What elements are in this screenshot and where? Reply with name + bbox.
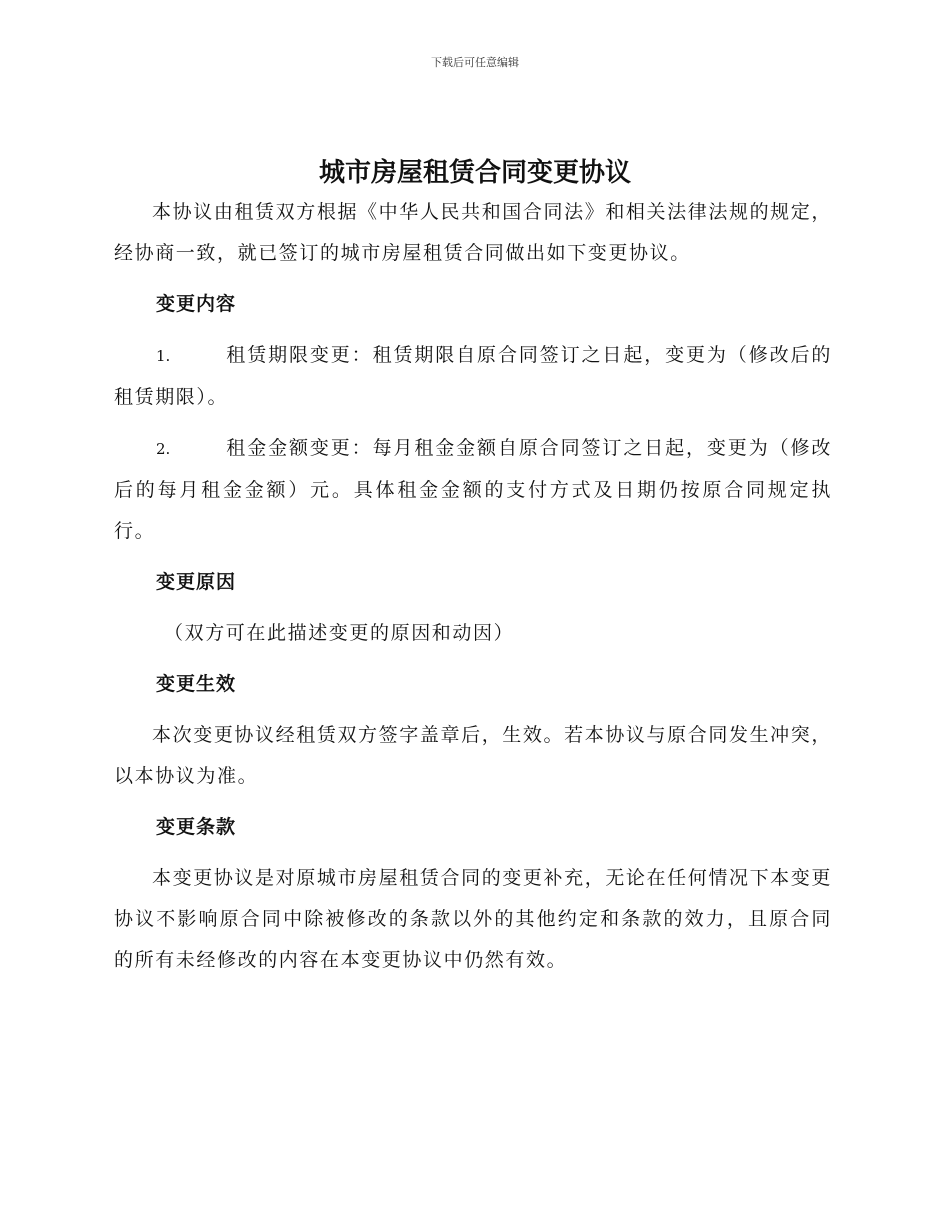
section-heading-terms: 变更条款 [156, 816, 237, 838]
reason-paragraph: （双方可在此描述变更的原因和动因） [164, 622, 515, 644]
list-item-number: 2. [156, 440, 171, 458]
list-item [114, 428, 832, 552]
list-item [114, 335, 832, 418]
list-item-text: 租赁期限变更：租赁期限自原合同签订之日起，变更为（修改后的租赁期限）。 [114, 344, 832, 408]
document-title: 城市房屋租赁合同变更协议 [318, 158, 631, 188]
section-heading-reason: 变更原因 [156, 571, 237, 593]
terms-paragraph: 本变更协议是对原城市房屋租赁合同的变更补充，无论在任何情况下本变更协议不影响原合同中除被修改的条款以外的其他约定和条款的效力，且原合同的所有未经修改的内容在本变更协议中仍然有效。 [114, 867, 832, 971]
section-heading-effect: 变更生效 [156, 673, 237, 695]
document-body [114, 192, 832, 991]
intro-paragraph: 本协议由租赁双方根据《中华人民共和国合同法》和相关法律法规的规定，经协商一致，就已签订的城市房屋租赁合同做出如下变更协议。 [114, 201, 832, 264]
section-heading-content: 变更内容 [156, 293, 237, 315]
list-item-number: 1. [156, 347, 171, 365]
effect-paragraph: 本次变更协议经租赁双方签字盖章后，生效。若本协议与原合同发生冲突，以本协议为准。 [114, 724, 832, 787]
header-note: 下载后可任意编辑 [431, 56, 519, 69]
list-item-text: 租金金额变更：每月租金金额自原合同签订之日起，变更为（修改后的每月租金金额）元。具体租金金额的支付方式及日期仍按原合同规定执行。 [114, 437, 832, 542]
